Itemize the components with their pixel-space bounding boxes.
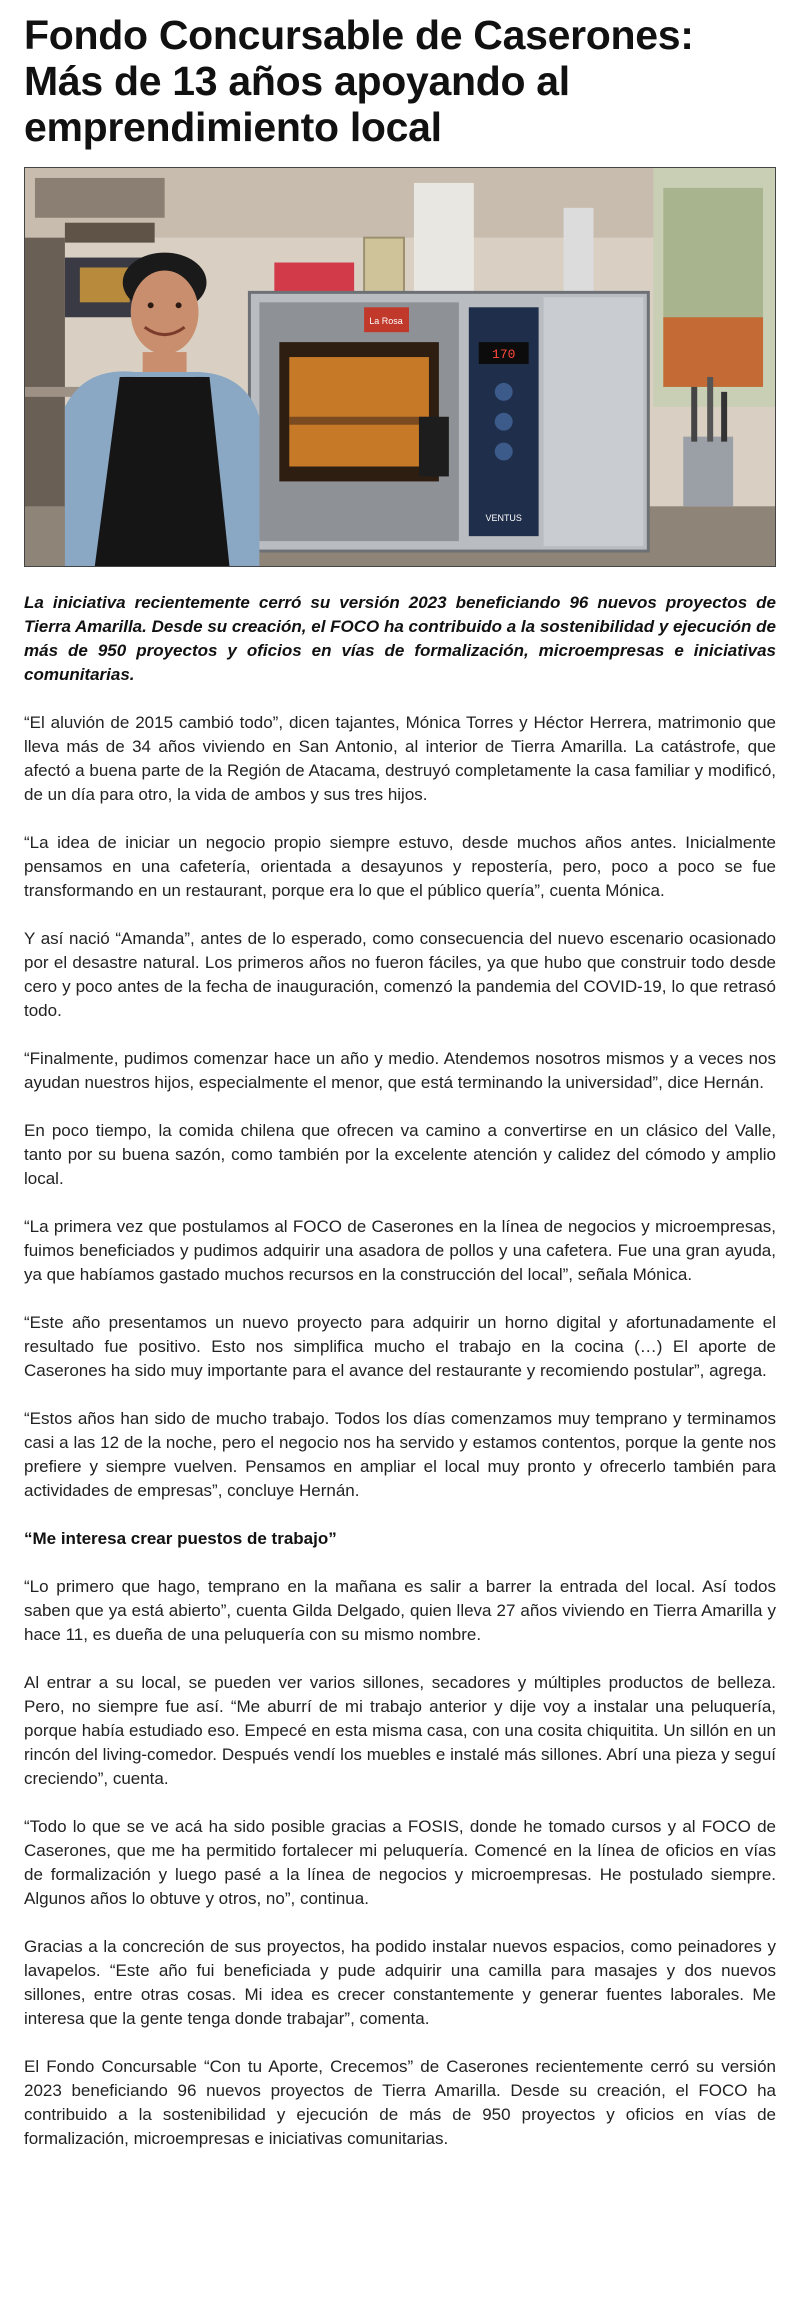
body-paragraph-8: “Estos años han sido de mucho trabajo. Todos los días comenzamos muy temprano y terminamos casi a las 12 de la noche, pero el negocio nos ha servido y estamos contentos, porque la gente nos prefiere y siempre vuelven. Pensamos en ampliar el local muy pronto y ofrecerlo también para actividades de empresas”, concluye Hernán.: [24, 1409, 776, 1500]
body-paragraph-11: “Todo lo que se ve acá ha sido posible gracias a FOSIS, donde he tomado cursos y al FOCO de Caserones, que me ha permitido fortalecer mi peluquería. Comencé en la línea de oficios en vías de formalización y luego pasé a la línea de negocios y microempresas. He postulado siempre. Algunos años lo obtuve y otros, no”, continua.: [24, 1817, 776, 1908]
body-paragraph-6: “La primera vez que postulamos al FOCO de Caserones en la línea de negocios y microempresas, fuimos beneficiados y pudimos adquirir una asadora de pollos y una cafetera. Fue una gran ayuda, ya que habíamos gastado muchos recursos en la construcción del local”, señala Mónica.: [24, 1217, 776, 1284]
body-paragraph-4: “Finalmente, pudimos comenzar hace un año y medio. Atendemos nosotros mismos y a veces nos ayudan nuestros hijos, especialmente el menor, que está terminando la universidad”, dice Hernán.: [24, 1049, 776, 1092]
body-paragraph-1: “El aluvión de 2015 cambió todo”, dicen tajantes, Mónica Torres y Héctor Herrera, matrimonio que lleva más de 34 años viviendo en San Antonio, al interior de Tierra Amarilla. La catástrofe, que afectó a buena parte de la Región de Atacama, destruyó completamente la casa familiar y modificó, de un día para otro, la vida de ambos y sus tres hijos.: [24, 713, 776, 804]
hero-photo: [24, 167, 776, 567]
body-paragraph-2: “La idea de iniciar un negocio propio siempre estuvo, desde muchos años antes. Inicialmente pensamos en una cafetería, orientada a desayunos y repostería, pero, poco a poco se fue transformando en un restaurant, porque era lo que el público quería”, cuenta Mónica.: [24, 833, 776, 900]
body-paragraph-3: Y así nació “Amanda”, antes de lo esperado, como consecuencia del nuevo escenario ocasionado por el desastre natural. Los primeros años no fueron fáciles, ya que hubo que construir todo desde cero y poco antes de la fecha de inauguración, comenzó la pandemia del COVID-19, lo que retrasó todo.: [24, 929, 776, 1020]
body-paragraph-13: El Fondo Concursable “Con tu Aporte, Crecemos” de Caserones recientemente cerró su versión 2023 beneficiando 96 nuevos proyectos de Tierra Amarilla. Desde su creación, el FOCO ha contribuido a la sostenibilidad y ejecución de más de 950 proyectos y oficios en vías de formalización, microempresas e iniciativas comunitarias.: [24, 2057, 776, 2148]
body-paragraph-10: Al entrar a su local, se pueden ver varios sillones, secadores y múltiples productos de belleza. Pero, no siempre fue así. “Me aburrí de mi trabajo anterior y dije voy a instalar una peluquería, porque había estudiado eso. Empecé en esta misma casa, con una cosita chiquitita. Un sillón en un rincón del living-comedor. Después vendí los muebles e instalé más sillones. Abrí una pieza y seguí creciendo”, cuenta.: [24, 1673, 776, 1788]
article-lead: La iniciativa recientemente cerró su versión 2023 beneficiando 96 nuevos proyectos de Tierra Amarilla. Desde su creación, el FOCO ha contribuido a la sostenibilidad y ejecución de más de 950 proyectos y oficios en vías de formalización, microempresas e iniciativas comunitarias.: [24, 593, 777, 684]
body-paragraph-5: En poco tiempo, la comida chilena que ofrecen va camino a convertirse en un clásico del Valle, tanto por su buena sazón, como también por la excelente atención y calidez del cómodo y amplio local.: [24, 1121, 776, 1188]
section-subheading: “Me interesa crear puestos de trabajo”: [24, 1529, 337, 1548]
body-paragraph-12: Gracias a la concreción de sus proyectos, ha podido instalar nuevos espacios, como peinadores y lavapelos. “Este año fui beneficiada y pude adquirir una camilla para masajes y dos nuevos sillones, entre otras cosas. Mi idea es crecer constantemente y generar fuentes laborales. Me interesa que la gente tenga donde trabajar”, comenta.: [24, 1937, 776, 2028]
article-title: Fondo Concursable de Caserones: Más de 13 años apoyando al emprendimiento local: [24, 12, 694, 150]
oven-display-value: 170: [492, 347, 516, 363]
kitchen-oven-illustration: [25, 168, 775, 566]
oven-logo-text: La Rosa: [369, 316, 403, 327]
body-paragraph-7: “Este año presentamos un nuevo proyecto para adquirir un horno digital y afortunadamente el resultado fue positivo. Esto nos simplifica mucho el trabajo en la cocina (…) El aporte de Caserones ha sido muy importante para el avance del restaurante y recomiendo postular”, agrega.: [24, 1313, 776, 1380]
body-paragraph-9: “Lo primero que hago, temprano en la mañana es salir a barrer la entrada del local. Así todos saben que ya está abierto”, cuenta Gilda Delgado, quien lleva 27 años viviendo en Tierra Amarilla y hace 11, es dueña de una peluquería con su mismo nombre.: [24, 1577, 776, 1644]
oven-brand-text: VENTUS: [485, 513, 522, 524]
